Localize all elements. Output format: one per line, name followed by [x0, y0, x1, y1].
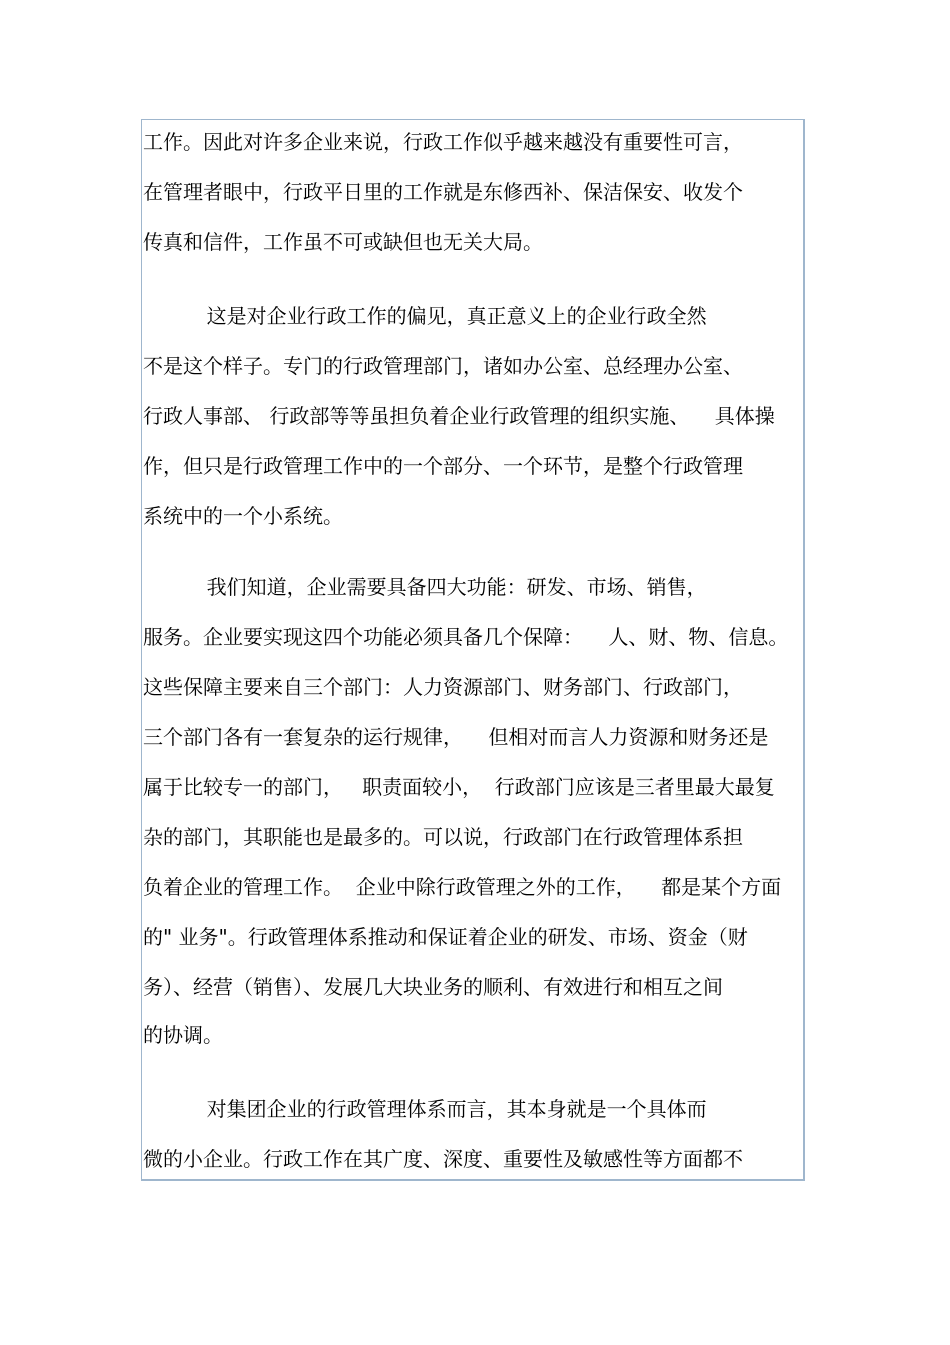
text-line-14: 杂的部门，其职能也是最多的。可以说，行政部门在行政管理体系担 — [143, 825, 743, 849]
text-line-16: 的" 业务"。行政管理体系推动和保证着企业的研发、市场、资金（财 — [143, 925, 748, 949]
text-line-6: 行政人事部、 行政部等等虽担负着企业行政管理的组织实施、 具体操 — [143, 404, 775, 428]
text-line-5: 不是这个样子。专门的行政管理部门，诸如办公室、总经理办公室、 — [143, 354, 743, 378]
page-frame — [141, 119, 805, 1181]
text-line-10: 服务。企业要实现这四个功能必须具备几个保障： 人、财、物、信息。 — [143, 625, 789, 649]
text-line-3: 传真和信件，工作虽不可或缺但也无关大局。 — [143, 230, 543, 254]
text-line-13: 属于比较专一的部门， 职责面较小， 行政部门应该是三者里最大最复 — [143, 775, 775, 799]
text-line-15: 负着企业的管理工作。 企业中除行政管理之外的工作， 都是某个方面 — [143, 875, 782, 899]
text-line-19: 对集团企业的行政管理体系而言，其本身就是一个具体而 — [143, 1097, 707, 1121]
text-line-12: 三个部门各有一套复杂的运行规律， 但相对而言人力资源和财务还是 — [143, 725, 769, 749]
text-line-4: 这是对企业行政工作的偏见，真正意义上的企业行政全然 — [143, 304, 707, 328]
text-line-18: 的协调。 — [143, 1023, 223, 1047]
text-line-2: 在管理者眼中，行政平日里的工作就是东修西补、保洁保安、收发个 — [143, 180, 743, 204]
text-line-11: 这些保障主要来自三个部门：人力资源部门、财务部门、行政部门， — [143, 675, 743, 699]
text-line-9: 我们知道，企业需要具备四大功能：研发、市场、销售， — [143, 575, 707, 599]
text-line-7: 作，但只是行政管理工作中的一个部分、一个环节，是整个行政管理 — [143, 454, 743, 478]
text-line-20: 微的小企业。行政工作在其广度、深度、重要性及敏感性等方面都不 — [143, 1147, 743, 1171]
text-line-1: 工作。因此对许多企业来说，行政工作似乎越来越没有重要性可言， — [143, 130, 743, 154]
text-line-17: 务）、经营（销售）、发展几大块业务的顺利、有效进行和相互之间 — [143, 975, 723, 999]
text-line-8: 系统中的一个小系统。 — [143, 504, 343, 528]
